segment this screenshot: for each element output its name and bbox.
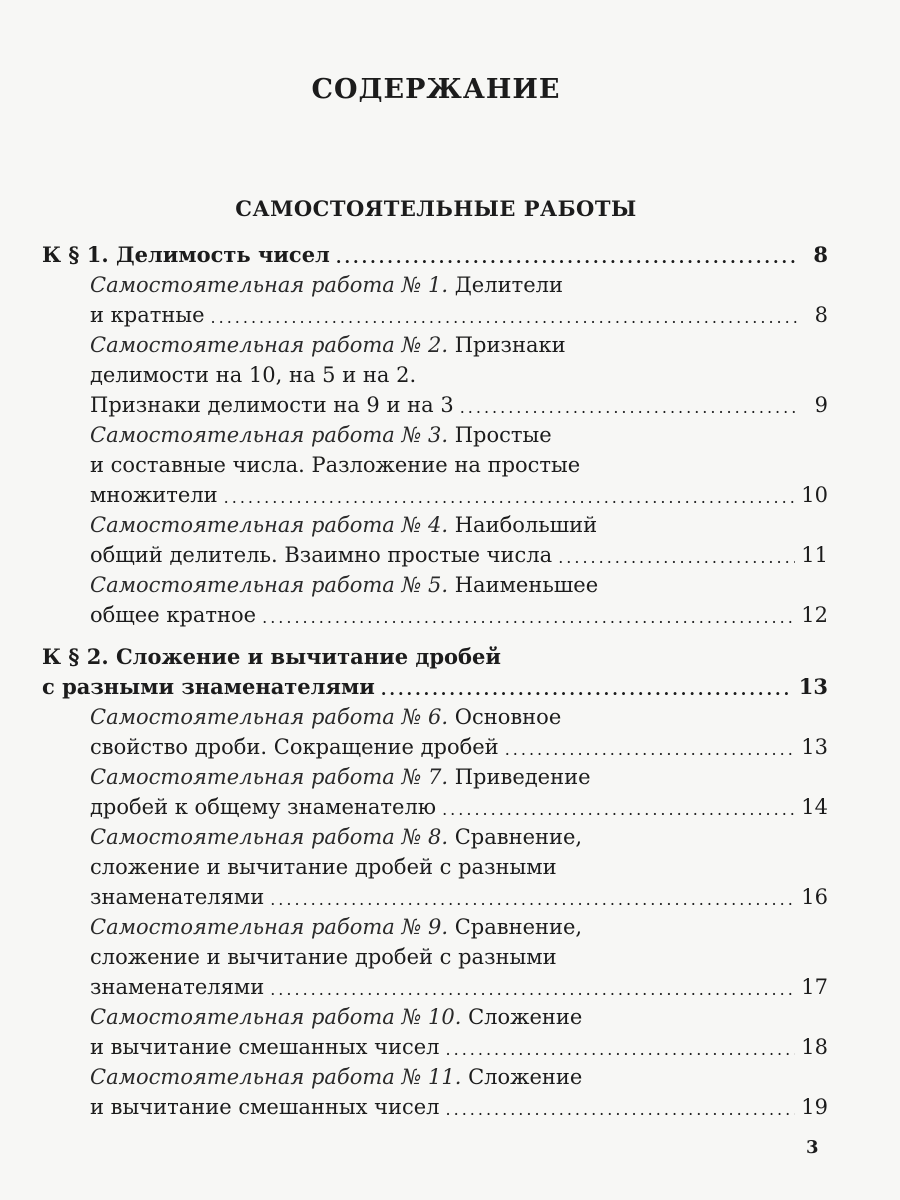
work-description: и составные числа. Разложение на простые	[90, 453, 581, 477]
toc-page-number: 10	[801, 483, 828, 507]
toc-entry	[42, 360, 828, 390]
toc-entry-text	[90, 420, 552, 450]
toc-section-heading	[42, 240, 828, 270]
dot-leader	[211, 306, 798, 330]
toc-entry	[42, 762, 828, 792]
work-description: Наибольший	[448, 513, 598, 537]
work-title: Самостоятельная работа № 6.	[90, 705, 449, 729]
toc-entry	[42, 942, 828, 972]
toc-entry-text	[42, 240, 330, 270]
toc-entry-text	[90, 1032, 440, 1062]
work-description: Основное	[448, 705, 562, 729]
work-title: Самостоятельная работа № 3.	[90, 423, 449, 447]
toc-page-number: 9	[814, 393, 828, 417]
toc-entry-text	[90, 360, 416, 390]
work-description: Сравнение,	[448, 825, 583, 849]
toc-entry	[42, 702, 828, 732]
work-description: Делители	[448, 273, 563, 297]
dot-leader	[381, 678, 793, 702]
work-description: Сложение	[461, 1005, 583, 1029]
toc-page-number: 12	[801, 603, 828, 627]
toc-entry	[42, 540, 828, 570]
toc-page-number: 14	[801, 795, 828, 819]
toc-entry-text	[42, 642, 501, 672]
dot-leader	[336, 246, 798, 270]
toc-entry-text	[90, 480, 218, 510]
toc-entry-text	[90, 942, 557, 972]
table-of-contents	[42, 240, 828, 1122]
toc-entry-text	[90, 702, 561, 732]
work-description: знаменателями	[90, 885, 265, 909]
work-description: сложение и вычитание дробей с разными	[90, 945, 557, 969]
toc-entry	[42, 330, 828, 360]
toc-entry-text	[90, 600, 256, 630]
section-heading-text: К § 2. Сложение и вычитание дробей	[42, 644, 501, 669]
dot-leader	[442, 798, 795, 822]
work-description: Сравнение,	[448, 915, 583, 939]
work-description: Наименьшее	[448, 573, 599, 597]
toc-entry	[42, 1032, 828, 1062]
toc-entry-text	[90, 972, 264, 1002]
work-description: и кратные	[90, 303, 205, 327]
dot-leader	[262, 606, 795, 630]
work-description: знаменателями	[90, 975, 265, 999]
toc-entry	[42, 420, 828, 450]
toc-entry	[42, 450, 828, 480]
dot-leader	[270, 978, 795, 1002]
toc-entry-text	[90, 882, 264, 912]
work-title: Самостоятельная работа № 4.	[90, 513, 449, 537]
toc-page-number: 13	[801, 735, 828, 759]
toc-page-number: 17	[801, 975, 828, 999]
toc-entry	[42, 882, 828, 912]
dot-leader	[505, 738, 796, 762]
toc-entry-text	[90, 1062, 582, 1092]
work-description: множители	[90, 483, 218, 507]
toc-entry	[42, 822, 828, 852]
work-description: и вычитание смешанных чисел	[90, 1095, 440, 1119]
toc-entry	[42, 270, 828, 300]
dot-leader	[446, 1098, 796, 1122]
toc-entry-text	[42, 672, 375, 702]
work-title: Самостоятельная работа № 5.	[90, 573, 449, 597]
toc-page-number: 18	[801, 1035, 828, 1059]
dot-leader	[270, 888, 795, 912]
toc-entry-text	[90, 852, 557, 882]
toc-entry	[42, 510, 828, 540]
toc-entry-text	[90, 912, 582, 942]
toc-entry-text	[90, 330, 566, 360]
section-spacer	[42, 630, 828, 642]
work-title: Самостоятельная работа № 9.	[90, 915, 449, 939]
toc-entry-text	[90, 822, 582, 852]
toc-entry-text	[90, 390, 454, 420]
toc-entry-text	[90, 762, 591, 792]
work-description: сложение и вычитание дробей с разными	[90, 855, 557, 879]
toc-entry-text	[90, 1002, 582, 1032]
work-description: свойство дроби. Сокращение дробей	[90, 735, 499, 759]
toc-entry-text	[90, 450, 580, 480]
dot-leader	[224, 486, 796, 510]
toc-entry	[42, 1062, 828, 1092]
toc-entry-text	[90, 510, 597, 540]
toc-entry-text	[90, 570, 598, 600]
work-title: Самостоятельная работа № 2.	[90, 333, 449, 357]
toc-page-number: 13	[798, 674, 828, 699]
toc-section-heading	[42, 642, 828, 672]
toc-entry-text	[90, 792, 436, 822]
work-title: Самостоятельная работа № 7.	[90, 765, 449, 789]
toc-entry-text	[90, 1092, 440, 1122]
work-description: Признаки делимости на 9 и на 3	[90, 393, 454, 417]
toc-section-heading	[42, 672, 828, 702]
toc-entry	[42, 972, 828, 1002]
work-description: Простые	[448, 423, 552, 447]
toc-entry-text	[90, 270, 563, 300]
work-title: Самостоятельная работа № 10.	[90, 1005, 462, 1029]
work-description: Приведение	[448, 765, 591, 789]
work-description: общий делитель. Взаимно простые числа	[90, 543, 553, 567]
toc-entry	[42, 852, 828, 882]
toc-entry	[42, 1002, 828, 1032]
toc-entry	[42, 600, 828, 630]
toc-page-number: 11	[801, 543, 828, 567]
work-description: общее кратное	[90, 603, 257, 627]
toc-page-number: 19	[801, 1095, 828, 1119]
toc-entry-text	[90, 540, 552, 570]
work-description: Сложение	[461, 1065, 583, 1089]
work-description: дробей к общему знаменателю	[90, 795, 437, 819]
toc-entry	[42, 390, 828, 420]
toc-entry	[42, 300, 828, 330]
work-description: Признаки	[448, 333, 566, 357]
work-description: и вычитание смешанных чисел	[90, 1035, 440, 1059]
work-title: Самостоятельная работа № 11.	[90, 1065, 462, 1089]
section-heading-text: К § 1. Делимость чисел	[42, 242, 330, 267]
work-description: делимости на 10, на 5 и на 2.	[90, 363, 417, 387]
section-title: САМОСТОЯТЕЛЬНЫЕ РАБОТЫ	[235, 196, 637, 221]
toc-page-number: 16	[801, 885, 828, 909]
toc-page-number: 8	[814, 303, 828, 327]
toc-page-number: 8	[813, 242, 828, 267]
work-title: Самостоятельная работа № 1.	[90, 273, 449, 297]
section-heading-text: с разными знаменателями	[42, 674, 375, 699]
toc-entry	[42, 732, 828, 762]
toc-entry-text	[90, 732, 499, 762]
work-title: Самостоятельная работа № 8.	[90, 825, 449, 849]
dot-leader	[446, 1038, 796, 1062]
toc-entry	[42, 912, 828, 942]
dot-leader	[460, 396, 798, 420]
page-title: СОДЕРЖАНИЕ	[311, 74, 561, 105]
toc-entry	[42, 480, 828, 510]
toc-entry	[42, 570, 828, 600]
dot-leader	[558, 546, 795, 570]
toc-entry-text	[90, 300, 205, 330]
toc-entry	[42, 1092, 828, 1122]
page-number: 3	[806, 1137, 819, 1158]
toc-entry	[42, 792, 828, 822]
